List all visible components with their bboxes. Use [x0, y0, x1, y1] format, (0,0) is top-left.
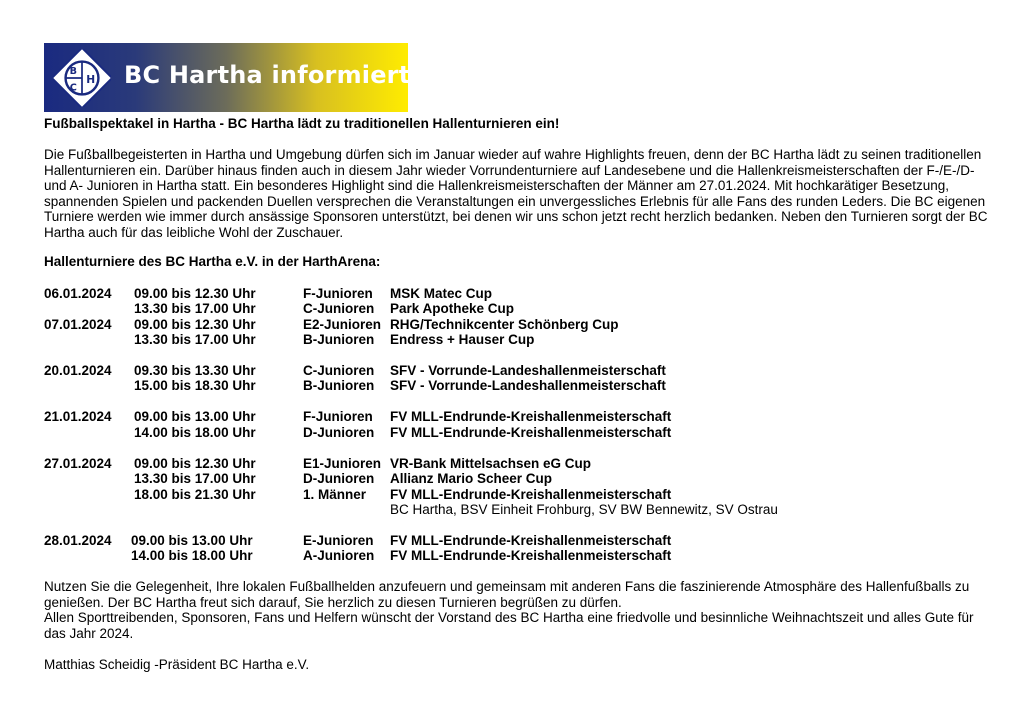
schedule-time: 09.00 bis 12.30 Uhr: [134, 286, 256, 301]
schedule-time: 13.30 bis 17.00 Uhr: [134, 332, 256, 347]
schedule-category: E2-Junioren: [303, 317, 382, 332]
schedule-heading: Hallenturniere des BC Hartha e.V. in der HarthArena:: [44, 254, 381, 269]
schedule-tournament: VR-Bank Mittelsachsen eG Cup: [390, 456, 592, 471]
schedule-date: 20.01.2024: [44, 363, 112, 378]
schedule-tournament: FV MLL-Endrunde-Kreishallenmeisterschaft: [390, 409, 672, 424]
schedule-date: 06.01.2024: [44, 286, 112, 301]
schedule-category: F-Junioren: [303, 409, 373, 424]
schedule-date: 07.01.2024: [44, 317, 112, 332]
schedule-category: D-Junioren: [303, 471, 375, 486]
schedule-tournament: SFV - Vorrunde-Landeshallenmeisterschaft: [390, 378, 666, 393]
header-banner: [44, 43, 411, 112]
closing-text: Nutzen Sie die Gelegenheit, Ihre lokalen Fußballhelden anzufeuern und gemeinsam mit anderen Fans die faszinierende Atmosphäre des Hallenfußballs zu genießen. Der BC Hartha freut sich darauf, Sie herzlich zu diesen Turnieren begrüßen zu dürfen.: [44, 579, 970, 610]
svg-text:C: C: [69, 82, 77, 94]
svg-text:H: H: [86, 72, 96, 86]
schedule-time: 15.00 bis 18.30 Uhr: [134, 378, 256, 393]
schedule-time: 09.30 bis 13.30 Uhr: [134, 363, 256, 378]
schedule-category: C-Junioren: [303, 363, 375, 378]
schedule-tournament: Allianz Mario Scheer Cup: [390, 471, 553, 486]
schedule-tournament: FV MLL-Endrunde-Kreishallenmeisterschaft: [390, 533, 672, 548]
schedule-category: D-Junioren: [303, 425, 375, 440]
schedule-category: E-Junioren: [303, 533, 374, 548]
schedule-category: 1. Männer: [303, 487, 367, 502]
schedule-time: 09.00 bis 12.30 Uhr: [134, 317, 256, 332]
wishes-text: Allen Sporttreibenden, Sponsoren, Fans und Helfern wünscht der Vorstand des BC Hartha eine friedvolle und besinnliche Weihnachtszeit und alles Gute für das Jahr 2024.: [44, 610, 974, 641]
schedule-tournament: BC Hartha, BSV Einheit Frohburg, SV BW Bennewitz, SV Ostrau: [390, 502, 778, 517]
club-logo-icon: [53, 49, 111, 107]
schedule-time: 14.00 bis 18.00 Uhr: [131, 548, 253, 563]
schedule-category: C-Junioren: [303, 301, 375, 316]
schedule-time: 13.30 bis 17.00 Uhr: [134, 301, 256, 316]
schedule-tournament: MSK Matec Cup: [390, 286, 493, 301]
signature: Matthias Scheidig -Präsident BC Hartha e.V.: [44, 657, 310, 672]
schedule-date: 21.01.2024: [44, 409, 112, 424]
schedule-tournament: Park Apotheke Cup: [390, 301, 515, 316]
schedule-tournament: RHG/Technikcenter Schönberg Cup: [390, 317, 619, 332]
intro-paragraph: Die Fußballbegeisterten in Hartha und Umgebung dürfen sich im Januar wieder auf wahre Highlights freuen, denn der BC Hartha lädt zu seinen traditionellen Hallenturnieren ein. Darüber hinaus finden auch in diesem Jahr wieder Vorrundenturniere auf Landesebene und die Hallenkreismeisterschaften der F-/E-/D- und A- Junioren in Hartha statt. Ein besonderes Highlight sind die Hallenkreismeisterschaften der Männer am 27.01.2024. Mit hochkarätiger Besetzung, spannenden Spielen und packenden Duellen versprechen die Veranstaltungen ein unvergessliches Erlebnis für alle Fans des runden Leders. Die BC eigenen Turniere werden wie immer durch ansässige Sponsoren unterstützt, bei denen wir uns schon jetzt recht herzlich bedanken. Neben den Turnieren sorgt der BC Hartha auch für das leibliche Wohl der Zuschauer.: [44, 147, 988, 240]
closing-paragraph: [44, 579, 994, 641]
schedule-time: 14.00 bis 18.00 Uhr: [134, 425, 256, 440]
schedule-time: 09.00 bis 13.00 Uhr: [131, 533, 253, 548]
schedule-time: 09.00 bis 13.00 Uhr: [134, 409, 256, 424]
article-headline: Fußballspektakel in Hartha - BC Hartha lädt zu traditionellen Hallenturnieren ein!: [44, 116, 560, 131]
schedule-time: 13.30 bis 17.00 Uhr: [134, 471, 256, 486]
schedule-date: 27.01.2024: [44, 456, 112, 471]
schedule-time: 09.00 bis 12.30 Uhr: [134, 456, 256, 471]
schedule-category: A-Junioren: [303, 548, 375, 563]
banner-title: BC Hartha informiert: [124, 61, 411, 89]
schedule-category: F-Junioren: [303, 286, 373, 301]
schedule-tournament: Endress + Hauser Cup: [390, 332, 535, 347]
schedule-tournament: FV MLL-Endrunde-Kreishallenmeisterschaft: [390, 487, 672, 502]
schedule-category: B-Junioren: [303, 378, 375, 393]
schedule-category: B-Junioren: [303, 332, 375, 347]
schedule-time: 18.00 bis 21.30 Uhr: [134, 487, 256, 502]
schedule-category: E1-Junioren: [303, 456, 382, 471]
schedule-tournament: FV MLL-Endrunde-Kreishallenmeisterschaft: [390, 425, 672, 440]
schedule-tournament: SFV - Vorrunde-Landeshallenmeisterschaft: [390, 363, 666, 378]
schedule-date: 28.01.2024: [44, 533, 112, 548]
svg-text:B: B: [69, 66, 77, 78]
schedule-tournament: FV MLL-Endrunde-Kreishallenmeisterschaft: [390, 548, 672, 563]
